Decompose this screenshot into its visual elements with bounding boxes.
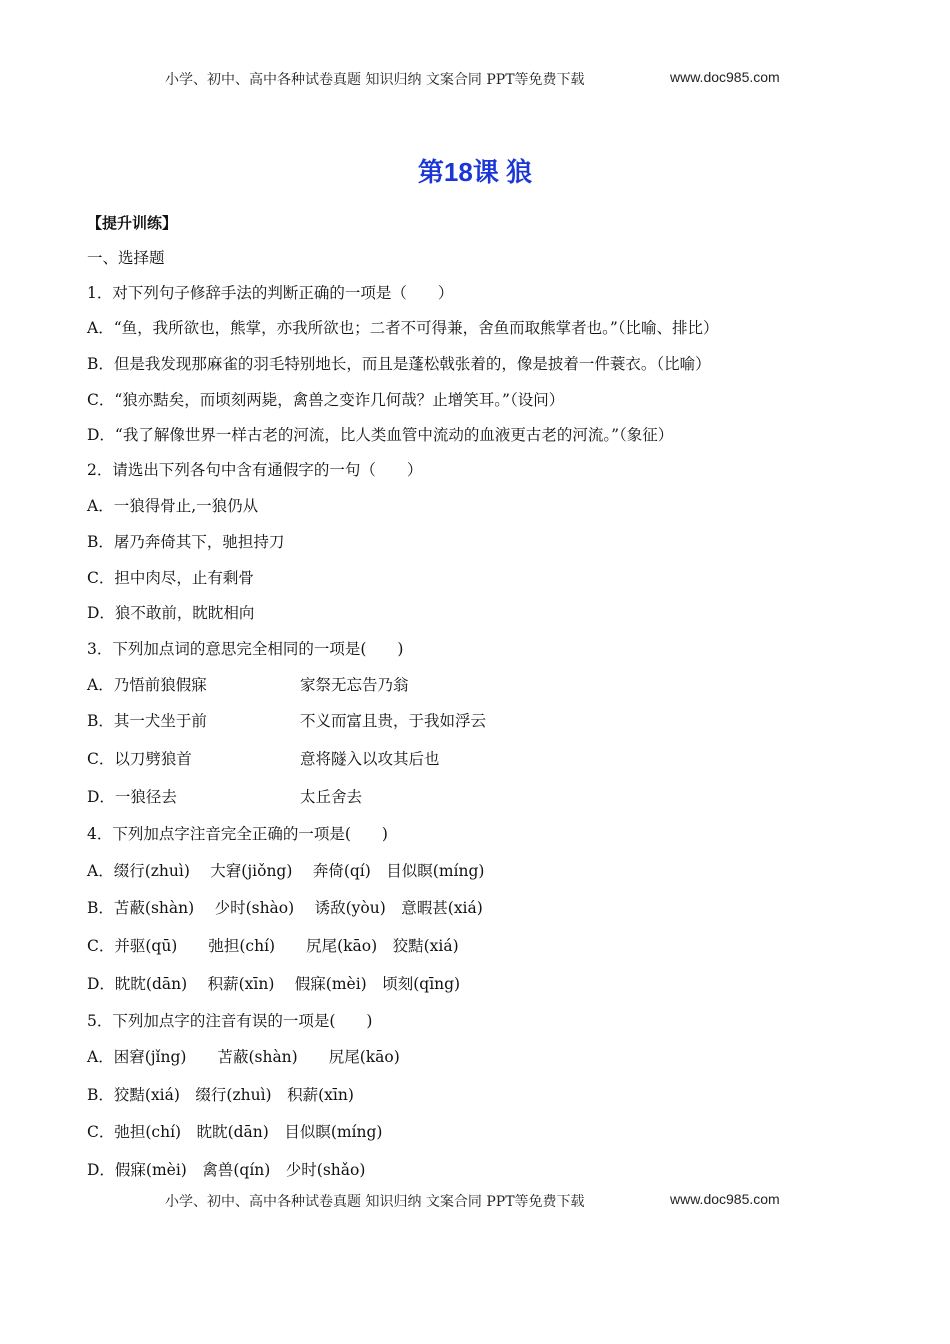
part-heading: 一、选择题	[87, 249, 165, 267]
q2-option-c: C．担中肉尽，止有剩骨	[87, 569, 254, 587]
q4-option-a: A．缀行(zhuì) 大窘(jiǒng) 奔倚(qí) 目似瞑(míng)	[87, 862, 485, 880]
question-5: 5．下列加点字的注音有误的一项是( )	[87, 1012, 373, 1030]
question-1: 1．对下列句子修辞手法的判断正确的一项是（ ）	[87, 284, 454, 302]
question-4: 4．下列加点字注音完全正确的一项是( )	[87, 825, 388, 843]
q3-option-c-left: C．以刀劈狼首	[87, 750, 192, 768]
q3-option-b-right: 不义而富且贵，于我如浮云	[300, 712, 487, 730]
q4-option-d: D．眈眈(dān) 积薪(xīn) 假寐(mèi) 顷刻(qīng)	[87, 975, 461, 993]
q1-option-b: B．但是我发现那麻雀的羽毛特别地长，而且是蓬松戟张着的，像是披着一件蓑衣。（比喻）	[87, 355, 711, 373]
page-title: 第18课 狼	[417, 157, 533, 187]
q3-option-b-left: B．其一犬坐于前	[87, 712, 207, 730]
q1-option-a: A．“鱼，我所欲也，熊掌，亦我所欲也；二者不可得兼，舍鱼而取熊掌者也。”（比喻、排比）	[87, 319, 719, 337]
header-text: 小学、初中、高中各种试卷真题 知识归纳 文案合同 PPT等免费下载	[165, 72, 585, 88]
q5-option-c: C．弛担(chí) 眈眈(dān) 目似瞑(míng)	[87, 1123, 383, 1141]
q5-option-b: B．狡黠(xiá) 缀行(zhuì) 积薪(xīn)	[87, 1086, 354, 1104]
footer-text: 小学、初中、高中各种试卷真题 知识归纳 文案合同 PPT等免费下载	[165, 1194, 585, 1210]
q2-option-a: A．一狼得骨止,一狼仍从	[87, 497, 259, 515]
header-url[interactable]: www.doc985.com	[670, 69, 780, 85]
q5-option-d: D．假寐(mèi) 禽兽(qín) 少时(shǎo)	[87, 1161, 366, 1179]
q4-option-b: B．苫蔽(shàn) 少时(shào) 诱敌(yòu) 意暇甚(xiá)	[87, 899, 483, 917]
q2-option-d: D．狼不敢前，眈眈相向	[87, 604, 255, 622]
footer-url[interactable]: www.doc985.com	[670, 1191, 780, 1207]
q1-option-d: D．“我了解像世界一样古老的河流，比人类血管中流动的血液更古老的河流。”（象征）	[87, 426, 674, 444]
q3-option-a-right: 家祭无忘告乃翁	[300, 676, 409, 694]
q3-option-c-right: 意将隧入以攻其后也	[300, 750, 440, 768]
q4-option-c: C．并驱(qū) 弛担(chí) 尻尾(kāo) 狡黠(xiá)	[87, 937, 459, 955]
q3-option-a-left: A．乃悟前狼假寐	[87, 676, 207, 694]
q3-option-d-left: D．一狼径去	[87, 788, 177, 806]
section-heading: 【提升训练】	[87, 214, 178, 232]
q3-option-d-right: 太丘舍去	[300, 788, 363, 806]
question-2: 2．请选出下列各句中含有通假字的一句（ ）	[87, 461, 423, 479]
q1-option-c: C．“狼亦黠矣，而顷刻两毙，禽兽之变诈几何哉？止增笑耳。”（设问）	[87, 391, 565, 409]
q2-option-b: B．屠乃奔倚其下，驰担持刀	[87, 533, 285, 551]
q5-option-a: A．困窘(jǐng) 苫蔽(shàn) 尻尾(kāo)	[87, 1048, 400, 1066]
question-3: 3．下列加点词的意思完全相同的一项是( )	[87, 640, 404, 658]
